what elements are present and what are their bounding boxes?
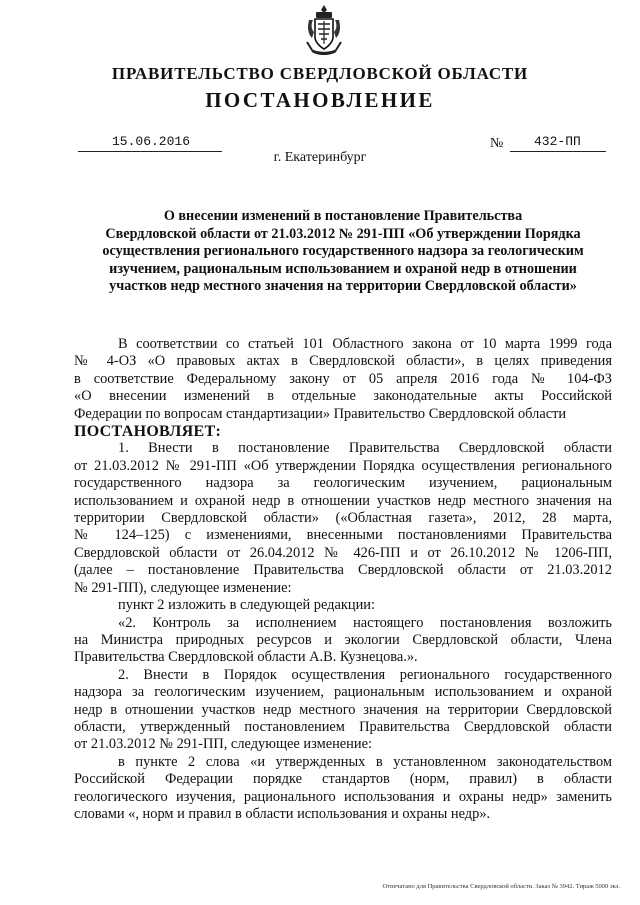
- body-line: области, утвержденный постановлением Правительства Свердловской области: [74, 718, 612, 735]
- print-footer: Отпечатано для Правительства Свердловской области. Заказ № 3942. Тираж 5000 экз.: [382, 883, 620, 890]
- body-line: Свердловской области от 26.04.2012 № 426-ПП и от 26.10.2012 № 1206-ПП,: [74, 544, 612, 561]
- body-line: «О внесении изменений в отдельные законодательные акты Российской: [74, 388, 612, 405]
- government-title: ПРАВИТЕЛЬСТВО СВЕРДЛОВСКОЙ ОБЛАСТИ: [111, 64, 529, 83]
- document-date: 15.06.2016: [78, 133, 222, 152]
- body-line: недр в отношении участков недр местного значения на территории Свердловской: [74, 701, 612, 718]
- body-line: территории Свердловской области» («Областная газета», 2012, 28 марта,: [74, 510, 612, 527]
- subject-line: участков недр местного значения на территории Свердловской области»: [109, 278, 577, 295]
- number-sign: №: [490, 136, 504, 151]
- body-line: на Министра природных ресурсов и экологии Свердловской области, Члена: [74, 631, 612, 648]
- body-line: 2. Внести в Порядок осуществления регионального государственного: [118, 666, 612, 683]
- document-subject: [78, 208, 608, 296]
- document-city: г. Екатеринбург: [273, 150, 367, 165]
- document-type: ПОСТАНОВЛЕНИЕ: [205, 88, 435, 112]
- document-number: 432-ПП: [510, 133, 606, 152]
- body-line: пункт 2 изложить в следующей редакции:: [118, 597, 375, 614]
- body-line: № 4-ОЗ «О правовых актах в Свердловской области», в целях приведения: [74, 353, 612, 370]
- body-line: в соответствие Федеральному закону от 05 апреля 2016 года № 104-ФЗ: [74, 370, 612, 387]
- body-line: «2. Контроль за исполнением настоящего постановления возложить: [118, 614, 612, 631]
- decree-word: ПОСТАНОВЛЯЕТ:: [74, 423, 222, 441]
- body-line: словами «, норм и правил в области использования и охраны недр».: [74, 805, 491, 822]
- body-line: надзора за геологическим изучением, рациональным использованием и охраной: [74, 684, 612, 701]
- body-line: Российской Федерации порядке стандартов (норм, правил) в области: [74, 771, 612, 788]
- subject-line: изучением, рациональным использованием и охраной недр в отношении: [109, 260, 577, 277]
- body-line: от 21.03.2012 № 291-ПП, следующее изменение:: [74, 736, 372, 753]
- body-line: использованием и охраной недр в отношении участков недр местного значения на: [74, 492, 612, 509]
- body-line: 1. Внести в постановление Правительства Свердловской области: [118, 440, 612, 457]
- body-line: (далее – постановление Правительства Свердловской области от 21.03.2012: [74, 562, 612, 579]
- body-line: № 291-ПП), следующее изменение:: [74, 579, 292, 596]
- coat-of-arms-icon: [304, 4, 344, 58]
- body-line: в пункте 2 слова «и утвержденных в установленном законодательством: [118, 753, 612, 770]
- subject-line: осуществления регионального государственного надзора за геологическим: [102, 243, 584, 260]
- body-line: № 124–125) с изменениями, внесенными постановлениями Правительства: [74, 527, 612, 544]
- body-line: государственного надзора за геологическим изучением, рациональным: [74, 475, 612, 492]
- subject-line: Свердловской области от 21.03.2012 № 291-ПП «Об утверждении Порядка: [105, 225, 581, 242]
- body-line: геологического изучения, рационального использования и охраны недр» заменить: [74, 788, 612, 805]
- body-line: В соответствии со статьей 101 Областного закона от 10 марта 1999 года: [118, 336, 612, 352]
- subject-line: О внесении изменений в постановление Правительства: [163, 208, 523, 224]
- document-body: [74, 336, 612, 823]
- body-line: Федерации по вопросам стандартизации» Правительство Свердловской области: [74, 405, 567, 422]
- body-line: от 21.03.2012 № 291-ПП «Об утверждении Порядка осуществления регионального: [74, 457, 612, 474]
- body-line: Правительства Свердловской области А.В. Кузнецова.».: [74, 649, 418, 666]
